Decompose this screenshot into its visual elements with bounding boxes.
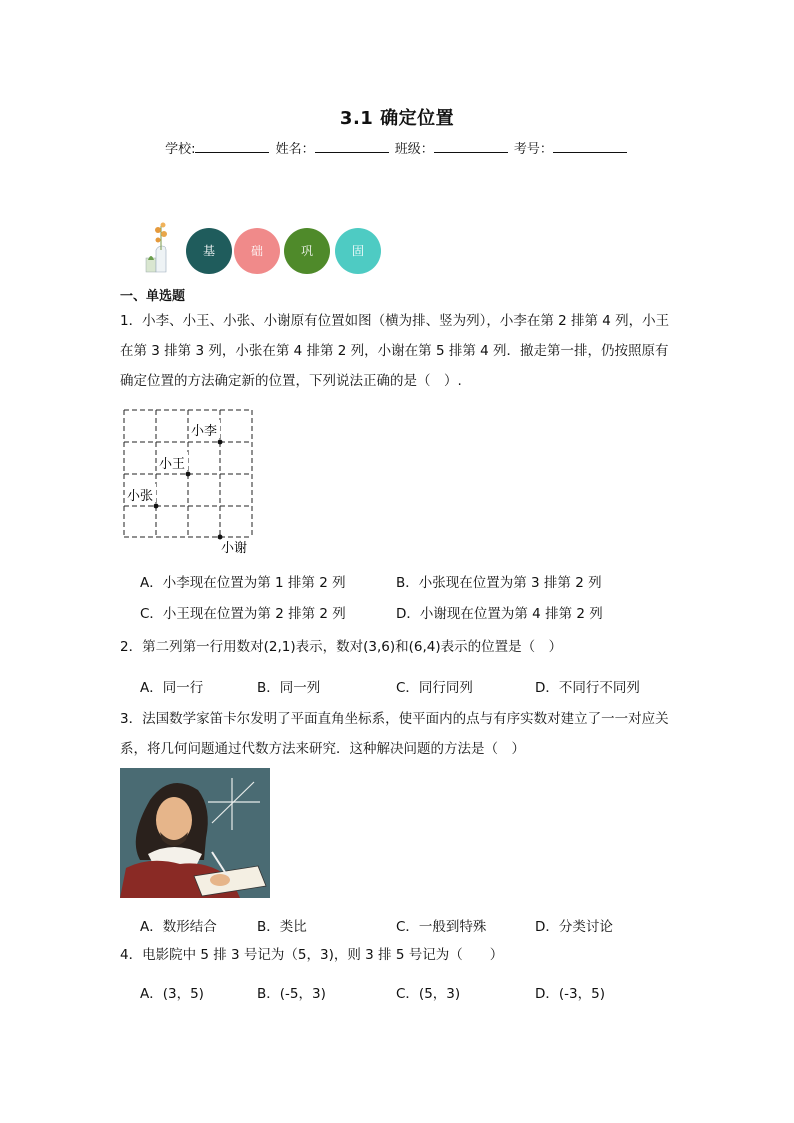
q3-option-c[interactable]: C．一般到特殊 (396, 919, 487, 935)
q3-option-b[interactable]: B．类比 (257, 919, 307, 935)
question-4-text: 4．电影院中 5 排 3 号记为（5，3)，则 3 排 5 号记为（ ） (120, 947, 504, 963)
badge-label: 固 (351, 244, 364, 258)
badge-gu (335, 228, 381, 274)
school-blank[interactable] (195, 140, 269, 153)
question-1-text: 1．小李、小王、小张、小谢原有位置如图（横为排、竖为列），小李在第 2 排第 4 列，小王在第 3 排第 3 列，小张在第 4 排第 2 列，小谢在第 5 排第 4 列．撤走第一排，仍按照原有确定位置的方法确定新的位置，下列说法正确的是（ ）. (120, 313, 670, 389)
point-xie (218, 535, 223, 540)
question-3-text: 3．法国数学家笛卡尔发明了平面直角坐标系，使平面内的点与有序实数对建立了一一对应关系，将几何问题通过代数方法来研究．这种解决问题的方法是（ ） (120, 711, 669, 757)
question-2-text: 2．第二列第一行用数对(2,1)表示，数对(3,6)和(6,4)表示的位置是（ ） (120, 639, 563, 655)
q4-option-a[interactable]: A．(3，5) (140, 986, 204, 1002)
badge-gong (284, 228, 330, 274)
q2-option-b[interactable]: B．同一列 (257, 680, 321, 696)
seat-grid-figure (118, 404, 258, 556)
school-label: 学校: (165, 142, 196, 157)
q1-option-b[interactable]: B．小张现在位置为第 3 排第 2 列 (396, 575, 602, 591)
badge-label: 基 (202, 244, 215, 258)
student-info-line (0, 138, 794, 157)
point-li (218, 440, 223, 445)
name-blank[interactable] (315, 140, 389, 153)
q4-option-c[interactable]: C．(5，3) (396, 986, 461, 1002)
q4-option-b[interactable]: B．(-5，3) (257, 986, 326, 1002)
descartes-illustration (120, 768, 270, 898)
label-zhang: 小张 (127, 489, 154, 504)
badge-label: 础 (250, 244, 263, 258)
plant-vase-icon (140, 220, 174, 276)
name-label: 姓名： (275, 142, 315, 157)
point-wang (186, 472, 191, 477)
label-wang: 小王 (159, 457, 186, 472)
q4-option-d[interactable]: D．(-3，5) (535, 986, 605, 1002)
badge-ji (186, 228, 232, 274)
q2-option-c[interactable]: C．同行同列 (396, 680, 473, 696)
class-blank[interactable] (434, 140, 508, 153)
q1-option-a[interactable]: A．小李现在位置为第 1 排第 2 列 (140, 575, 346, 591)
badge-chu (234, 228, 280, 274)
point-zhang (154, 504, 159, 509)
label-xie: 小谢 (221, 541, 248, 556)
q2-option-a[interactable]: A．同一行 (140, 680, 204, 696)
class-label: 班级： (394, 142, 434, 157)
page-title: 3.1 确定位置 (339, 108, 455, 129)
badge-label: 巩 (300, 244, 313, 258)
q1-option-c[interactable]: C．小王现在位置为第 2 排第 2 列 (140, 606, 346, 622)
q1-option-d[interactable]: D．小谢现在位置为第 4 排第 2 列 (396, 606, 603, 622)
exam-no-label: 考号： (513, 142, 553, 157)
label-li: 小李 (191, 424, 218, 439)
section-heading: 一、单选题 (120, 289, 186, 304)
q3-option-d[interactable]: D．分类讨论 (535, 919, 613, 935)
q3-option-a[interactable]: A．数形结合 (140, 919, 217, 935)
q2-option-d[interactable]: D．不同行不同列 (535, 680, 640, 696)
exam-no-blank[interactable] (553, 140, 627, 153)
